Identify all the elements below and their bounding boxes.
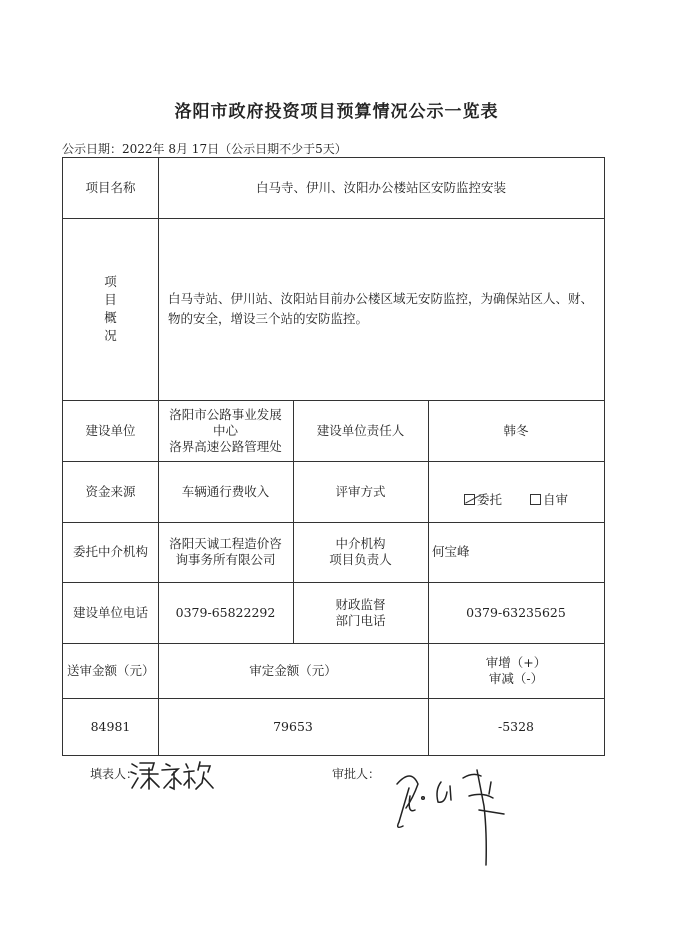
submitted-amount-label: 送审金额（元）: [67, 662, 155, 678]
checkbox-checked-icon: [464, 494, 475, 505]
funding-source-value: 车辆通行费收入: [181, 483, 270, 499]
unit-phone-label: 建设单位电话: [72, 604, 148, 620]
filler-signature: [128, 758, 223, 794]
construction-unit-value: 洛阳市公路事业发展 中心 洛界高速公路管理处: [169, 406, 282, 454]
approver-signature: [383, 762, 513, 872]
agency-value: 洛阳天诚工程造价咨 询事务所有限公司: [169, 536, 282, 567]
unit-leader-value: 韩冬: [503, 422, 529, 438]
page-title: 洛阳市政府投资项目预算情况公示一览表: [174, 102, 499, 122]
publication-date: 公示日期：2022年 8月 17日（公示日期不少于5天）: [62, 142, 347, 156]
diff-amount-label: 审增（+） 审减（-）: [485, 654, 547, 686]
option-self-review: 自审: [530, 476, 568, 508]
project-name-label: 项目名称: [85, 180, 136, 195]
review-method-label: 评审方式: [335, 483, 386, 499]
approver-label: 审批人：: [332, 767, 381, 781]
agency-leader-value: 何宝峰: [432, 544, 470, 559]
filler-label: 填表人：: [90, 767, 139, 781]
diff-amount-value: -5328: [497, 718, 535, 734]
construction-unit-label: 建设单位: [85, 422, 136, 438]
project-name-value: 白马寺、伊川、汝阳办公楼站区安防监控安装: [255, 180, 506, 195]
approved-amount-value: 79653: [273, 718, 313, 734]
finance-phone-label: 财政监督 部门电话: [335, 596, 386, 628]
approved-amount-label: 审定金额（元）: [249, 662, 337, 678]
overview-label: 项 目 概 况: [104, 274, 117, 343]
funding-source-label: 资金来源: [85, 483, 136, 499]
unit-leader-label: 建设单位责任人: [316, 422, 405, 438]
agency-label: 委托中介机构: [72, 544, 148, 559]
submitted-amount-value: 84981: [90, 718, 131, 734]
budget-table: [62, 157, 605, 756]
unit-phone-value: 0379-65822292: [175, 604, 276, 620]
overview-value: 白马寺站、伊川站、汝阳站目前办公楼区域无安防监控，为确保站区人、财、物的安全，增设三个站的安防监控。: [168, 291, 594, 326]
agency-leader-label: 中介机构 项目负责人: [329, 536, 392, 567]
review-method-options: [428, 461, 604, 522]
checkbox-empty-icon: [530, 494, 541, 505]
option-entrusted: 委托: [464, 476, 502, 508]
finance-phone-value: 0379-63235625: [466, 604, 566, 620]
